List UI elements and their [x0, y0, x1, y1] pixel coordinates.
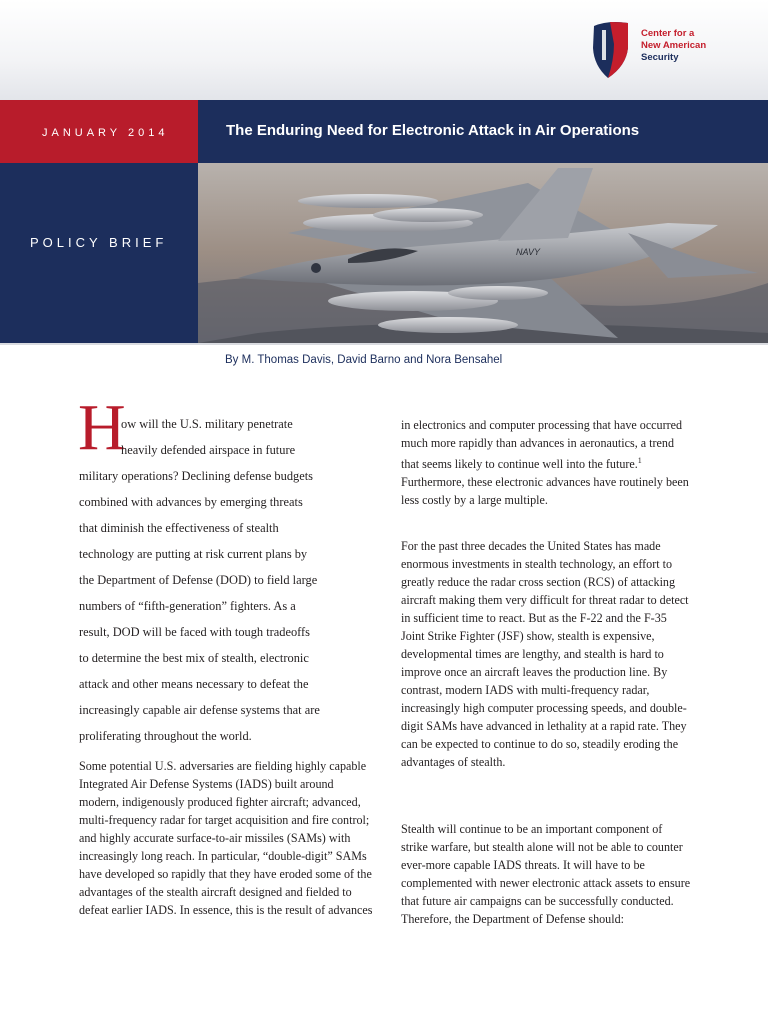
lead-line: the Department of Defense (DOD) to field large — [79, 573, 318, 587]
lead-line: military operations? Declining defense budgets — [79, 469, 313, 483]
drop-cap: H — [78, 391, 126, 464]
lead-line: to determine the best mix of stealth, electronic — [79, 651, 309, 665]
body-paragraph: For the past three decades the United States has made enormous investments in stealth technology, an effort to greatly reduce the radar cross section (RCS) of attacking aircraft making them very difficult for threat radar to detect in sufficient time to react. But as the F-22 and the F-35 Joint Strike Fighter (JSF) show, stealth is expensive, developmental times are lengthy, and stealth is hard to improve once an aircraft leaves the production line. By contrast, modern IADS with multi-frequency radar, increasingly high computer processing speeds, and double-digit SAMs have advanced in lethality at a rapid rate. They can be expected to continue to do so, steadily eroding the advantages of stealth. — [401, 539, 689, 769]
lead-line: attack and other means necessary to defeat the — [79, 677, 309, 691]
lead-line: combined with advances by emerging threats — [79, 495, 303, 509]
brief-title: The Enduring Need for Electronic Attack in Air Operations — [226, 122, 640, 139]
photo-divider — [0, 343, 768, 345]
logo-line-1: Center for a — [641, 28, 695, 39]
logo-line-2: New American — [641, 40, 707, 51]
body-paragraph: Stealth will continue to be an important component of strike warfare, but stealth alone will not be able to counter ever-more capable IADS threats. It will have to be complemented with newer electronic attack assets to ensure that future air campaigns can be successfully conducted. Therefore, the Department of Defense should: — [401, 822, 691, 926]
footnote-marker: 1 — [637, 456, 642, 465]
tail-marking: NAVY — [516, 247, 541, 257]
lead-line: technology are putting at risk current plans by — [79, 547, 308, 561]
logo-wordmark — [641, 28, 731, 64]
lead-line: result, DOD will be faced with tough tradeoffs — [79, 625, 311, 639]
lead-line: numbers of “fifth-generation” fighters. As a — [79, 599, 296, 613]
lead-line: heavily defended airspace in future — [121, 443, 296, 457]
paragraph-text: in electronics and computer processing that have occurred much more rapidly than advances in aeronautics, a trend that seems likely to continue well into the future. — [401, 418, 683, 472]
paragraph-text: Furthermore, these electronic advances have routinely been less costly by a large multiple. — [401, 475, 689, 508]
body-paragraph: Some potential U.S. adversaries are fielding highly capable Integrated Air Defense Systems (IADS) built around modern, indigenously produced fighter aircraft; advanced, multi-frequency radar for target acquisition and fire control; and highly accurate surface-to-air missiles (SAMs) with increasingly long reach. In particular, “double-digit” SAMs have developed so rapidly that they have eroded some of the advantages of the stealth aircraft designed and fielded to defeat earlier IADS. In essence, this is the result of advances — [79, 759, 373, 917]
cnas-logo — [588, 20, 728, 90]
lead-line: proliferating throughout the world. — [79, 729, 252, 743]
lead-line: that diminish the effectiveness of stealth — [79, 521, 279, 535]
fighter-jet-photo — [198, 163, 768, 343]
publication-date: JANUARY 2014 — [42, 127, 169, 139]
series-label: POLICY BRIEF — [30, 235, 168, 250]
policy-brief-band — [0, 163, 198, 343]
shield-logo-icon — [588, 20, 638, 82]
logo-line-3: Security — [641, 52, 679, 63]
lead-line: increasingly capable air defense systems that are — [79, 703, 320, 717]
fighter-jet-photo-icon — [198, 163, 768, 343]
lead-line: ow will the U.S. military penetrate — [121, 417, 293, 431]
byline: By M. Thomas Davis, David Barno and Nora Bensahel — [225, 354, 503, 366]
body-paragraph — [401, 416, 691, 509]
